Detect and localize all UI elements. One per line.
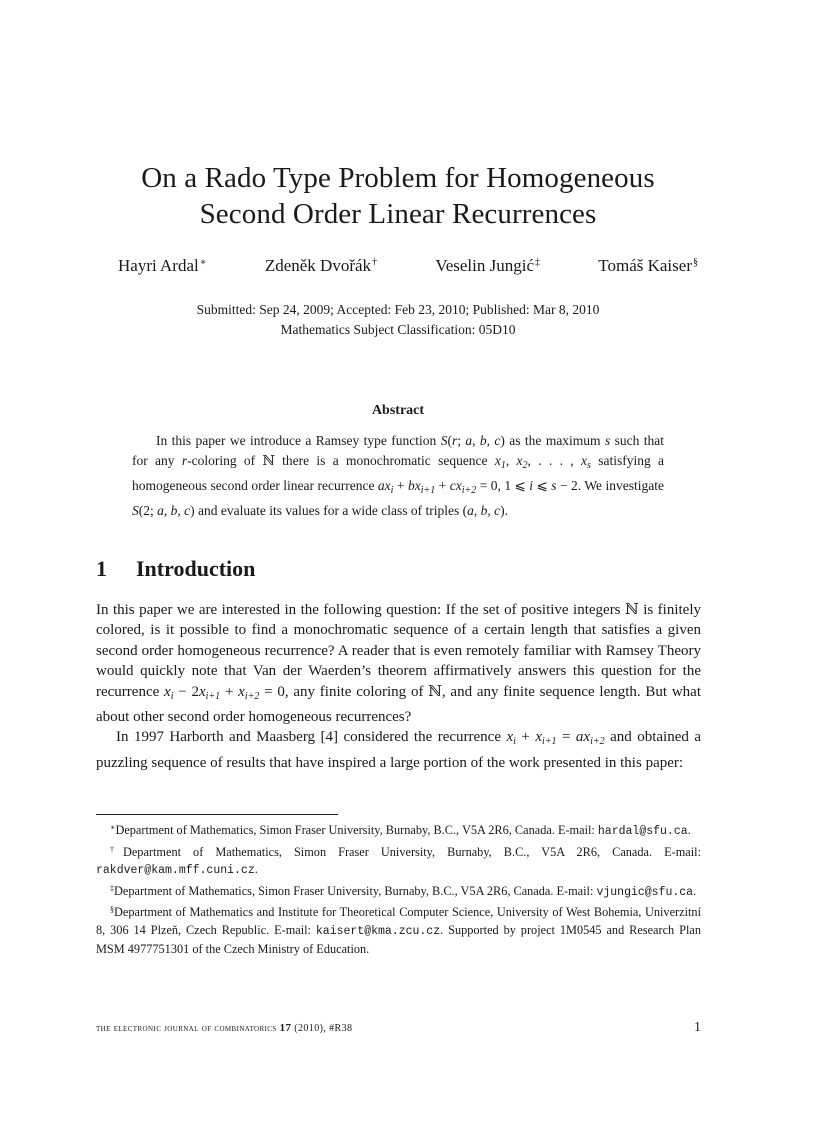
- title-line-2: Second Order Linear Recurrences: [199, 198, 597, 230]
- footnote-mark: ∗: [199, 257, 207, 268]
- footnotes: [96, 819, 701, 958]
- email: hardal@sfu.ca: [597, 825, 688, 838]
- paragraph: In 1997 Harborth and Maasberg [4] considered the recurrence $x_i + x_{i+1} = ax_{i+2}$ and obtained a puzzling sequence of results that have inspired a large portion of the work presented in this paper:: [96, 729, 701, 771]
- footnote: †Department of Mathematics, Simon Fraser University, Burnaby, B.C., V5A 2R6, Canada. E-mail: rakdver@kam.mff.cuni.cz.: [96, 844, 701, 878]
- abstract-heading: Abstract: [371, 403, 425, 418]
- section-heading: [96, 556, 255, 582]
- footnote: ∗Department of Mathematics, Simon Fraser University, Burnaby, B.C., V5A 2R6, Canada. E-mail: hardal@sfu.ca.: [110, 823, 691, 838]
- msc-line: Mathematics Subject Classification: 05D10: [280, 322, 516, 337]
- email: kaisert@kma.zcu.cz: [315, 924, 441, 938]
- footnote-mark: ‡: [535, 257, 540, 268]
- paper-title: [0, 160, 796, 232]
- dates-line: Submitted: Sep 24, 2009; Accepted: Feb 23, 2010; Published: Mar 8, 2010: [196, 302, 600, 317]
- page-footer: [96, 1020, 701, 1036]
- author: Veselin Jungić‡: [435, 256, 540, 275]
- footnote-mark: †: [372, 257, 378, 268]
- introduction-body: [96, 600, 701, 773]
- abstract-text: In this paper we introduce a Ramsey type function S(r; a, b, c) as the maximum s such that for any r-coloring of ℕ there is a monochromatic sequence $x_1$, $x_2$, . . . , $x_s$ satisfying a homogeneous second order linear recurrence $ax_i + bx_{i+1} + cx_{i+2} = 0$, 1 ⩽ i ⩽ s − 2. We investigate S(2; a, b, c) and evaluate its values for a wide class of triples (a, b, c).: [132, 433, 665, 518]
- footnote: §Department of Mathematics and Institute for Theoretical Computer Science, University of West Bohemia, Univerzitní 8, 306 14 Plzeň, Czech Republic. E-mail: kaisert@kma.zcu.cz. Supported by project 1M0545 and Research Plan MSM 4977751301 of the Czech Ministry of Education.: [96, 905, 701, 956]
- footnote: ‡Department of Mathematics, Simon Fraser University, Burnaby, B.C., V5A 2R6, Canada. E-mail: vjungic@sfu.ca.: [110, 883, 697, 899]
- paragraph: In this paper we are interested in the following question: If the set of positive integers ℕ is finitely colored, is it possible to find a monochromatic sequence of a certain length that satisfies a given second order homogeneous recurrence? A reader that is even remotely familiar with Ramsey Theory would quickly note that Van der Waerden’s theorem affirmatively answers this question for the recurrence $x_i - 2x_{i+1} + x_{i+2} = 0$, any finite coloring of ℕ, and any finite sequence length. But what about other second order homogeneous recurrences?: [96, 602, 701, 726]
- section-title: Introduction: [136, 556, 256, 581]
- title-line-1: On a Rado Type Problem for Homogeneous: [141, 162, 655, 194]
- page-number: 1: [694, 1020, 701, 1035]
- journal-citation: the electronic journal of combinatorics 17 (2010), #R38: [96, 1022, 353, 1034]
- author-list: [118, 256, 698, 276]
- footnote-rule: [96, 814, 338, 815]
- footnote-mark: §: [692, 257, 698, 268]
- author: Zdeněk Dvořák†: [264, 256, 378, 275]
- author: Tomáš Kaiser§: [598, 256, 698, 275]
- author: Hayri Ardal∗: [118, 256, 207, 275]
- email: rakdver@kam.mff.cuni.cz: [96, 864, 255, 878]
- email: vjungic@sfu.ca: [596, 885, 694, 899]
- publication-info: [0, 300, 796, 340]
- section-number: 1: [96, 556, 107, 581]
